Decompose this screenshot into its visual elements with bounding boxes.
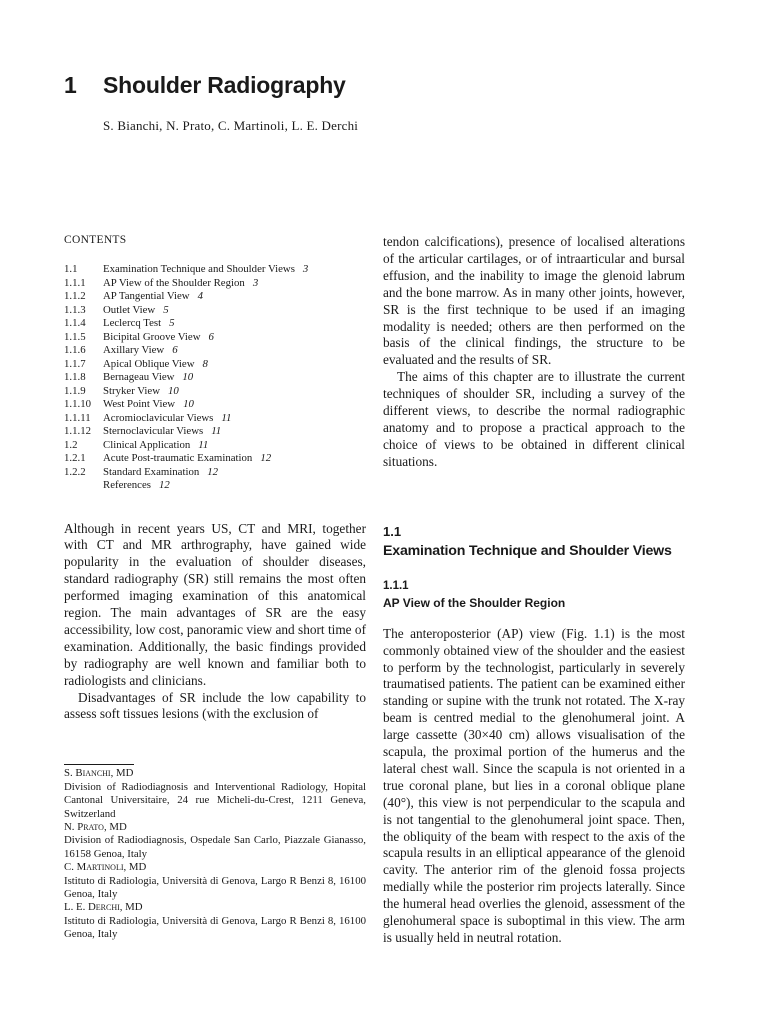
footnote-author-name: S. Bianchi, MD (64, 767, 134, 780)
toc-entry-number: 1.1.8 (64, 371, 86, 383)
toc-entry (64, 263, 366, 277)
toc-entry-page: 12 (260, 452, 272, 464)
footnote-author-name: N. Prato, MD (64, 821, 127, 833)
toc-entry-number: 1.1.1 (64, 276, 86, 289)
toc-entry-title: References (103, 479, 151, 491)
toc-entry (64, 412, 366, 426)
toc-entry-page: 12 (207, 465, 219, 478)
intro-paragraph-3: The aims of this chapter are to illustrate the current techniques of shoulder SR, including a survey of the different views, to describe the normal radiographic anatomy and to propose a practical approach to the choice of views to be obtained in different clinical situations. (383, 369, 685, 469)
toc-entry-page: 11 (221, 411, 232, 424)
toc-entry (64, 277, 366, 291)
chapter-authors: S. Bianchi, N. Prato, C. Martinoli, L. E. Derchi (103, 118, 359, 133)
toc-entry-title: Outlet View (103, 303, 156, 316)
toc-entry-page: 5 (163, 303, 169, 316)
footnote-author-name: L. E. Derchi, MD (64, 901, 143, 914)
intro-paragraph-2: Disadvantages of SR include the low capability to assess soft tissues lesions (with the exclusion of (64, 689, 366, 722)
intro-paragraph-1: Although in recent years US, CT and MRI, together with CT and MR arthrography, have gained wide popularity in the evaluation of shoulder diseases, standard radiography (SR) still remains the most often performed imaging examination of this anatomical region. The main advantages of SR are the easy accessibility, low cost, panoramic view and short time of examination. Additionally, the basic findings provided by radiography are well known and familiar both to radiologists and clinicians. (64, 520, 366, 688)
footnote-affiliation: Istituto di Radiologia, Università di Genova, Largo R Benzi 8, 16100 Genoa, Italy (64, 914, 366, 941)
toc-entry-title: AP Tangential View (103, 290, 190, 302)
toc-entry-title: Bicipital Groove View (103, 330, 201, 343)
toc-entry-number: 1.1.7 (64, 357, 86, 370)
toc-entry (64, 358, 366, 372)
toc-entry (64, 439, 366, 453)
table-of-contents (64, 263, 366, 493)
toc-entry-number: 1.2.2 (64, 465, 86, 478)
toc-entry-number: 1.1.4 (64, 317, 86, 329)
toc-entry (64, 398, 366, 412)
toc-entry-title: Acute Post-traumatic Examination (103, 452, 253, 464)
toc-entry-page: 8 (202, 357, 208, 370)
toc-entry-page: 10 (183, 398, 194, 410)
toc-entry-number: 1.1.11 (64, 411, 91, 424)
subsection-body: The anteroposterior (AP) view (Fig. 1.1) is the most commonly obtained view of the shoulder and the easiest to perform by the technologist, particularly in severely traumatised patients. The patient can be examined either standing or supine with the trunk not rotated. The X-ray beam is centred medial to the glenohumeral joint. A large cassette (30×40 cm) allows visualisation of the scapula, the proximal portion of the humerus and the lateral chest wall. Since the scapula is not oriented in a true coronal plane, but lies in a coronal oblique plane (40°), this view is not perpendicular to the scapula and is not tangential to the glenohumeral joint space. Then, the obliquity of the beam with respect to the axis of the scapula results in an elliptical appearance of the glenoid cavity. The anterior rim of the glenoid fossa projects medially while the posterior rim projects laterally. Since the humeral head overlies the glenoid, assessment of the glenohumeral space is suboptimal in this view. The arm is usually held in neutral rotation. (383, 625, 685, 945)
toc-entry (64, 290, 366, 304)
toc-entry-number: 1.1.9 (64, 384, 86, 397)
toc-entry-page: 11 (211, 425, 222, 437)
subsection-title: AP View of the Shoulder Region (383, 595, 566, 610)
toc-entry-number: 1.1.3 (64, 303, 86, 316)
toc-entry (64, 344, 366, 358)
toc-entry-number: 1.1 (64, 263, 78, 275)
toc-entry-title: AP View of the Shoulder Region (103, 276, 245, 289)
toc-entry-title: Axillary View (103, 344, 165, 356)
section-title: Examination Technique and Shoulder Views (383, 542, 672, 559)
toc-entry-title: Apical Oblique View (103, 357, 195, 370)
chapter-title (64, 72, 346, 99)
subsection-number: 1.1.1 (383, 579, 409, 592)
toc-entry-page: 12 (158, 479, 170, 491)
toc-entry (64, 317, 366, 331)
toc-entry-title: Examination Technique and Shoulder Views (103, 263, 295, 275)
toc-entry (64, 425, 366, 439)
toc-entry-number: 1.1.5 (64, 330, 86, 343)
toc-entry-page: 11 (198, 438, 209, 451)
footnote-author-name: C. Martinoli, MD (64, 861, 147, 874)
toc-entry-title: Standard Examination (103, 465, 200, 478)
toc-entry-page: 3 (252, 276, 259, 289)
footnote-affiliation: Istituto di Radiologia, Università di Genova, Largo R Benzi 8, 16100 Genoa, Italy (64, 874, 366, 901)
toc-entry-title: Sternoclavicular Views (103, 425, 204, 437)
toc-entry-page: 10 (168, 384, 179, 397)
toc-entry-title: West Point View (103, 398, 176, 410)
toc-entry-number (64, 479, 103, 493)
toc-entry-number: 1.2 (64, 438, 78, 451)
toc-entry-number: 1.1.6 (64, 344, 86, 356)
section-number: 1.1 (383, 523, 402, 539)
toc-entry (64, 331, 366, 345)
left-column (64, 234, 366, 942)
chapter-number: 1 (64, 72, 77, 98)
toc-entry-title: Clinical Application (103, 438, 191, 451)
toc-entry (64, 452, 366, 466)
toc-entry-page: 6 (208, 330, 214, 343)
toc-entry (64, 371, 366, 385)
toc-entry-page: 3 (302, 263, 309, 275)
toc-entry-title: Leclercq Test (103, 317, 162, 329)
toc-entry (64, 466, 366, 480)
contents-heading: CONTENTS (64, 234, 127, 246)
toc-entry-title: Acromioclavicular Views (103, 411, 214, 424)
toc-entry (64, 304, 366, 318)
toc-entry-number: 1.1.2 (64, 290, 86, 302)
toc-entry (64, 479, 366, 493)
toc-entry-title: Bernageau View (103, 371, 175, 383)
intro-paragraph-2-continued: tendon calcifications), presence of localised alterations of the articular cartilages, or of intraarticular and bursal effusion, and the inability to image the glenoid labrum and the bone marrow. As in many other joints, however, SR is the first technique to be used if an imaging modality is needed; others are then performed on the basis of the clinical findings, the structure to be evaluated and the results of SR. (383, 234, 685, 368)
toc-entry-page: 5 (169, 317, 175, 329)
footnote-rule (64, 764, 134, 765)
toc-entry-page: 6 (172, 344, 178, 356)
toc-entry-page: 10 (182, 371, 194, 383)
footnote-affiliation: Division of Radiodiagnosis and Interventional Radiology, Hopital Cantonal Universitaire, 24 rue Micheli-du-Crest, 1211 Geneva, Switzerland (64, 780, 366, 820)
toc-entry (64, 385, 366, 399)
footnote-affiliation: Division of Radiodiagnosis, Ospedale San Carlo, Piazzale Gianasso, 16158 Genoa, Italy (64, 834, 366, 860)
toc-entry-number: 1.2.1 (64, 452, 86, 464)
toc-entry-number: 1.1.12 (64, 425, 91, 437)
author-footnotes (64, 767, 366, 941)
toc-entry-number: 1.1.10 (64, 398, 91, 410)
toc-entry-title: Stryker View (103, 384, 161, 397)
chapter-title-text: Shoulder Radiography (103, 72, 346, 98)
toc-entry-page: 4 (197, 290, 203, 302)
right-column (383, 234, 685, 947)
